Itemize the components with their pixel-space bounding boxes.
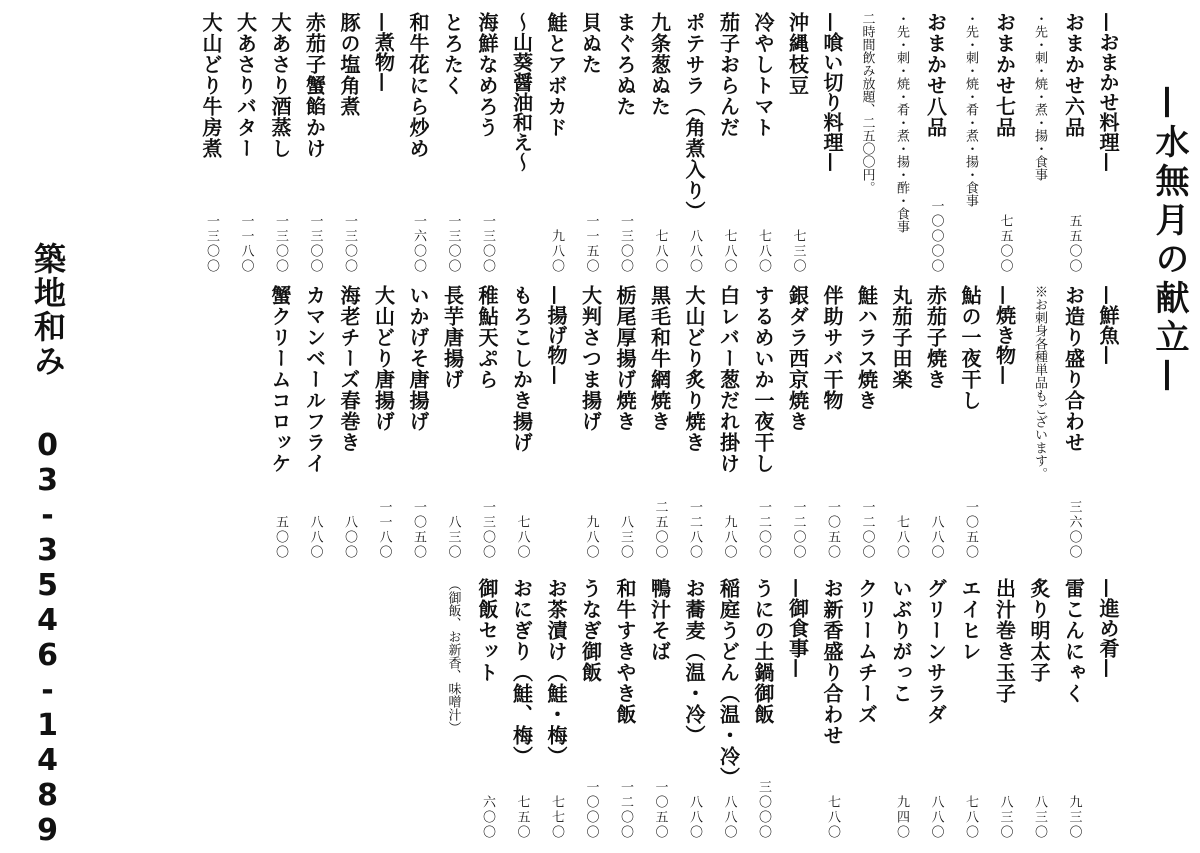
menu-item-price: 八三〇 <box>618 515 633 560</box>
menu-column <box>679 12 709 274</box>
menu-item-price: 三〇〇〇 <box>756 780 771 840</box>
menu-column <box>679 285 709 560</box>
shop-name: 築地和み <box>29 242 67 378</box>
menu-item-name: お造り盛り合わせ <box>1061 285 1086 453</box>
menu-item-price: 七三〇 <box>790 229 806 274</box>
menu-item-price: 七七〇 <box>549 795 564 840</box>
menu-column <box>265 285 295 560</box>
menu-column <box>576 578 606 840</box>
menu-item-name: まぐろぬた <box>613 12 637 117</box>
menu-item-name: 伴助サバ干物 <box>820 285 844 411</box>
menu-item-price: 一三〇〇 <box>445 214 461 274</box>
menu-note: ・先・刺・焼・肴・煮・揚・酢・食事 <box>894 12 909 233</box>
menu-item-price: 一二八〇 <box>687 500 702 560</box>
menu-column <box>541 12 571 274</box>
menu-item-price: 一二〇〇 <box>790 500 806 560</box>
menu-item-name: うにの土鍋御飯 <box>751 578 775 725</box>
menu-item-name: 豚の塩角煮 <box>337 12 361 117</box>
menu-column <box>645 12 675 274</box>
menu-item-price: 六〇〇 <box>480 795 495 840</box>
menu-title: —水無月の献立— <box>1149 85 1189 397</box>
menu-note: 二時間飲み放題、二五〇〇円。 <box>859 12 875 194</box>
menu-item-price: 九八〇 <box>583 515 599 560</box>
menu-item-name: クリームチーズ <box>854 578 879 725</box>
menu-item-name: もろこしかき揚げ <box>509 285 534 453</box>
menu-item-price: 七八〇 <box>825 795 840 840</box>
menu-note: （御飯、お新香、味噌汁） <box>445 578 461 734</box>
menu-item-price: 一三〇〇 <box>480 500 495 560</box>
menu-item-price: 一二〇〇 <box>618 780 633 840</box>
menu-column <box>472 578 502 840</box>
menu-column <box>541 578 571 840</box>
menu-item-name: おにぎり（鮭、梅） <box>509 578 534 767</box>
menu-column <box>886 12 916 274</box>
menu-item-price: 八三〇 <box>997 795 1013 840</box>
menu-note: ・先・刺・焼・肴・煮・揚・食事 <box>963 12 978 207</box>
menu-column <box>714 578 744 840</box>
section-heading: —御食事— <box>785 578 810 678</box>
menu-item-price: 一〇五〇 <box>652 780 668 840</box>
menu-item-price: 八八〇 <box>687 795 702 840</box>
menu-item-name: 蟹クリームコロッケ <box>268 285 292 474</box>
menu-item-price: 七五〇〇 <box>997 214 1013 274</box>
menu-column <box>817 12 847 274</box>
menu-item-price: 九八〇 <box>721 515 737 560</box>
menu-column <box>886 285 916 560</box>
menu-item-price: 八八〇 <box>928 515 944 560</box>
menu-item-name: 大山どり牛房煮 <box>199 12 223 159</box>
menu-item-name: 和牛すきやき飯 <box>613 578 637 725</box>
menu-item-name: グリーンサラダ <box>923 578 948 725</box>
menu-column <box>990 12 1020 274</box>
menu-column <box>1024 12 1054 274</box>
menu-item-name: 稚鮎天ぷら <box>475 285 499 390</box>
section-heading: —焼き物— <box>992 285 1017 385</box>
menu-column <box>334 285 364 560</box>
menu-item-name: 黒毛和牛網焼き <box>647 285 672 432</box>
menu-item-name: 茄子おらんだ <box>716 12 741 138</box>
menu-item-name: 赤茄子蟹餡かけ <box>302 12 327 159</box>
menu-item-price: 八八〇 <box>928 795 944 840</box>
menu-column <box>990 578 1020 840</box>
section-heading: —煮物— <box>371 12 396 92</box>
menu-column <box>783 578 813 840</box>
menu-item-price: 五〇〇 <box>273 515 288 560</box>
menu-column <box>921 12 951 274</box>
menu-item-name: 雷こんにゃく <box>1061 578 1086 704</box>
menu-column <box>679 578 709 840</box>
menu-column <box>1093 285 1123 560</box>
menu-item-price: 一一八〇 <box>238 214 254 274</box>
menu-column <box>369 12 399 274</box>
menu-column <box>507 12 537 274</box>
section-heading: —揚げ物— <box>544 285 568 385</box>
menu-column <box>748 12 778 274</box>
menu-item-name: 大山どり唐揚げ <box>371 285 396 432</box>
menu-item-name: 栃尾厚揚げ焼き <box>613 285 637 432</box>
menu-item-price: 九四〇 <box>894 795 909 840</box>
menu-item-price: 八〇〇 <box>342 515 357 560</box>
menu-column <box>1024 578 1054 840</box>
menu-column <box>852 578 882 840</box>
menu-column <box>645 285 675 560</box>
menu-item-name: 大山どり炙り焼き <box>682 285 706 453</box>
menu-item-price: 八八〇 <box>687 229 702 274</box>
menu-item-name: 御飯セット <box>475 578 499 683</box>
menu-column <box>610 12 640 274</box>
menu-item-price: 八三〇 <box>1032 795 1047 840</box>
menu-column <box>576 12 606 274</box>
menu-column <box>955 578 985 840</box>
menu-item-name: 大判さつま揚げ <box>578 285 603 432</box>
menu-item-name: お蕎麦（温・冷） <box>682 578 706 746</box>
menu-item-name: 赤茄子焼き <box>923 285 948 390</box>
menu-column <box>783 285 813 560</box>
section-heading: —進め肴— <box>1096 578 1120 678</box>
menu-item-name: 海老チーズ春巻き <box>337 285 361 453</box>
menu-column <box>783 12 813 274</box>
menu-item-price: 一一五〇 <box>583 214 599 274</box>
item-subtitle: 〜山葵醤油和え〜 <box>509 12 534 172</box>
menu-item-price: 七八〇 <box>963 795 978 840</box>
menu-item-name: うなぎ御飯 <box>578 578 603 683</box>
menu-item-name: ポテサラ（角煮入り） <box>682 12 706 222</box>
menu-column <box>507 578 537 840</box>
menu-column <box>610 578 640 840</box>
menu-item-price: 八八〇 <box>721 795 737 840</box>
menu-item-name: とろたく <box>440 12 465 96</box>
menu-item-name: カマンベールフライ <box>302 285 327 474</box>
section-heading: —おまかせ料理— <box>1096 12 1120 172</box>
menu-item-name: おまかせ七品 <box>992 12 1017 138</box>
phone-number: 03-3546-1489 <box>30 428 65 848</box>
section-heading: —喰い切り料理— <box>820 12 844 172</box>
menu-item-price: 一〇五〇 <box>411 500 426 560</box>
menu-item-name: お茶漬け（鮭・梅） <box>544 578 568 767</box>
menu-item-name: おまかせ六品 <box>1061 12 1086 138</box>
menu-column <box>438 12 468 274</box>
menu-item-name: 和牛花にら炒め <box>406 12 430 159</box>
menu-item-name: 炙り明太子 <box>1027 578 1051 683</box>
menu-column <box>921 285 951 560</box>
menu-item-name: 稲庭うどん（温・冷） <box>716 578 741 788</box>
menu-item-price: 一三〇〇 <box>480 214 495 274</box>
menu-column <box>265 12 295 274</box>
menu-item-name: 沖縄枝豆 <box>785 12 810 96</box>
menu-item-name: 冷やしトマト <box>751 12 775 138</box>
menu-item-price: 一三〇〇 <box>618 214 633 274</box>
menu-item-name: 九条葱ぬた <box>647 12 672 117</box>
menu-column <box>714 285 744 560</box>
menu-column <box>990 285 1020 560</box>
menu-item-name: 鮭ハラス焼き <box>854 285 879 411</box>
menu-item-name: 大あさりバター <box>233 12 258 159</box>
menu-column <box>955 285 985 560</box>
menu-column <box>852 12 882 274</box>
menu-item-name: エイヒレ <box>958 578 982 662</box>
menu-column <box>541 285 571 560</box>
menu-item-price: 七八〇 <box>756 229 771 274</box>
menu-column <box>231 12 261 274</box>
section-heading: —鮮魚— <box>1096 285 1120 365</box>
menu-item-name: 白レバー葱だれ掛け <box>716 285 741 474</box>
menu-column <box>403 285 433 560</box>
menu-item-name: 貝ぬた <box>578 12 603 75</box>
menu-item-name: 出汁巻き玉子 <box>992 578 1017 704</box>
menu-item-price: 七八〇 <box>652 229 668 274</box>
menu-item-price: 一三〇〇 <box>273 214 288 274</box>
menu-column <box>1059 578 1089 840</box>
menu-column <box>817 285 847 560</box>
menu-item-price: 一〇〇〇〇 <box>928 199 944 274</box>
menu-item-price: 七八〇 <box>514 515 530 560</box>
menu-item-price: 八三〇 <box>445 515 461 560</box>
menu-item-price: 一一八〇 <box>376 500 392 560</box>
menu-column <box>438 578 468 840</box>
menu-item-name: 銀ダラ西京焼き <box>785 285 810 432</box>
menu-item-name: 鴨汁そば <box>647 578 672 662</box>
menu-column <box>921 578 951 840</box>
menu-item-price: 七五〇 <box>514 795 530 840</box>
menu-item-price: 一六〇〇 <box>411 214 426 274</box>
menu-item-name: 丸茄子田楽 <box>889 285 913 390</box>
menu-item-price: 七八〇 <box>721 229 737 274</box>
menu-column <box>817 578 847 840</box>
menu-column <box>438 285 468 560</box>
menu-column <box>403 12 433 274</box>
menu-item-price: 一二〇〇 <box>859 500 875 560</box>
menu-item-price: 一〇五〇 <box>825 500 840 560</box>
menu-item-name: お新香盛り合わせ <box>820 578 844 746</box>
menu-item-name: 海鮮なめろう <box>475 12 499 138</box>
menu-column <box>610 285 640 560</box>
menu-column <box>507 285 537 560</box>
menu-column <box>300 12 330 274</box>
menu-column <box>196 12 226 274</box>
menu-column <box>645 578 675 840</box>
menu-item-name: 鮭とアボカド <box>544 12 568 138</box>
menu-item-name: いかげそ唐揚げ <box>406 285 430 432</box>
menu-column <box>748 285 778 560</box>
menu-note: ・先・刺・焼・煮・揚・食事 <box>1032 12 1047 181</box>
menu-column <box>852 285 882 560</box>
menu-column <box>886 578 916 840</box>
menu-column <box>472 12 502 274</box>
menu-item-price: 一〇五〇 <box>963 500 978 560</box>
menu-column <box>334 12 364 274</box>
menu-item-price: 三六〇〇 <box>1066 500 1082 560</box>
menu-note: ※お刺身各種単品もございます。 <box>1032 285 1047 480</box>
menu-item-price: 一〇〇〇 <box>583 780 599 840</box>
menu-item-name: いぶりがっこ <box>889 578 913 704</box>
menu-item-name: するめいか一夜干し <box>751 285 775 474</box>
menu-column <box>748 578 778 840</box>
menu-column <box>576 285 606 560</box>
menu-column <box>369 285 399 560</box>
menu-item-price: 二五〇〇 <box>652 500 668 560</box>
menu-column <box>714 12 744 274</box>
menu-item-price: 一二〇〇 <box>756 500 771 560</box>
menu-column <box>1024 285 1054 560</box>
menu-item-name: おまかせ八品 <box>923 12 948 138</box>
menu-item-price: 一三〇〇 <box>342 214 357 274</box>
menu-column <box>1059 12 1089 274</box>
menu-item-price: 一三〇〇 <box>307 214 323 274</box>
menu-item-name: 大あさり酒蒸し <box>268 12 292 159</box>
menu-column <box>955 12 985 274</box>
menu-column <box>300 285 330 560</box>
menu-item-price: 八八〇 <box>307 515 323 560</box>
menu-column <box>1059 285 1089 560</box>
menu-column <box>1093 12 1123 274</box>
menu-item-price: 九三〇 <box>1066 795 1082 840</box>
menu-column <box>472 285 502 560</box>
menu-item-name: 鮎の一夜干し <box>958 285 982 411</box>
menu-item-name: 長芋唐揚げ <box>440 285 465 390</box>
menu-item-price: 一三〇〇 <box>204 214 219 274</box>
menu-item-price: 七八〇 <box>894 515 909 560</box>
menu-item-price: 五五〇〇 <box>1066 214 1082 274</box>
menu-item-price: 九八〇 <box>549 229 564 274</box>
menu-column <box>1093 578 1123 840</box>
